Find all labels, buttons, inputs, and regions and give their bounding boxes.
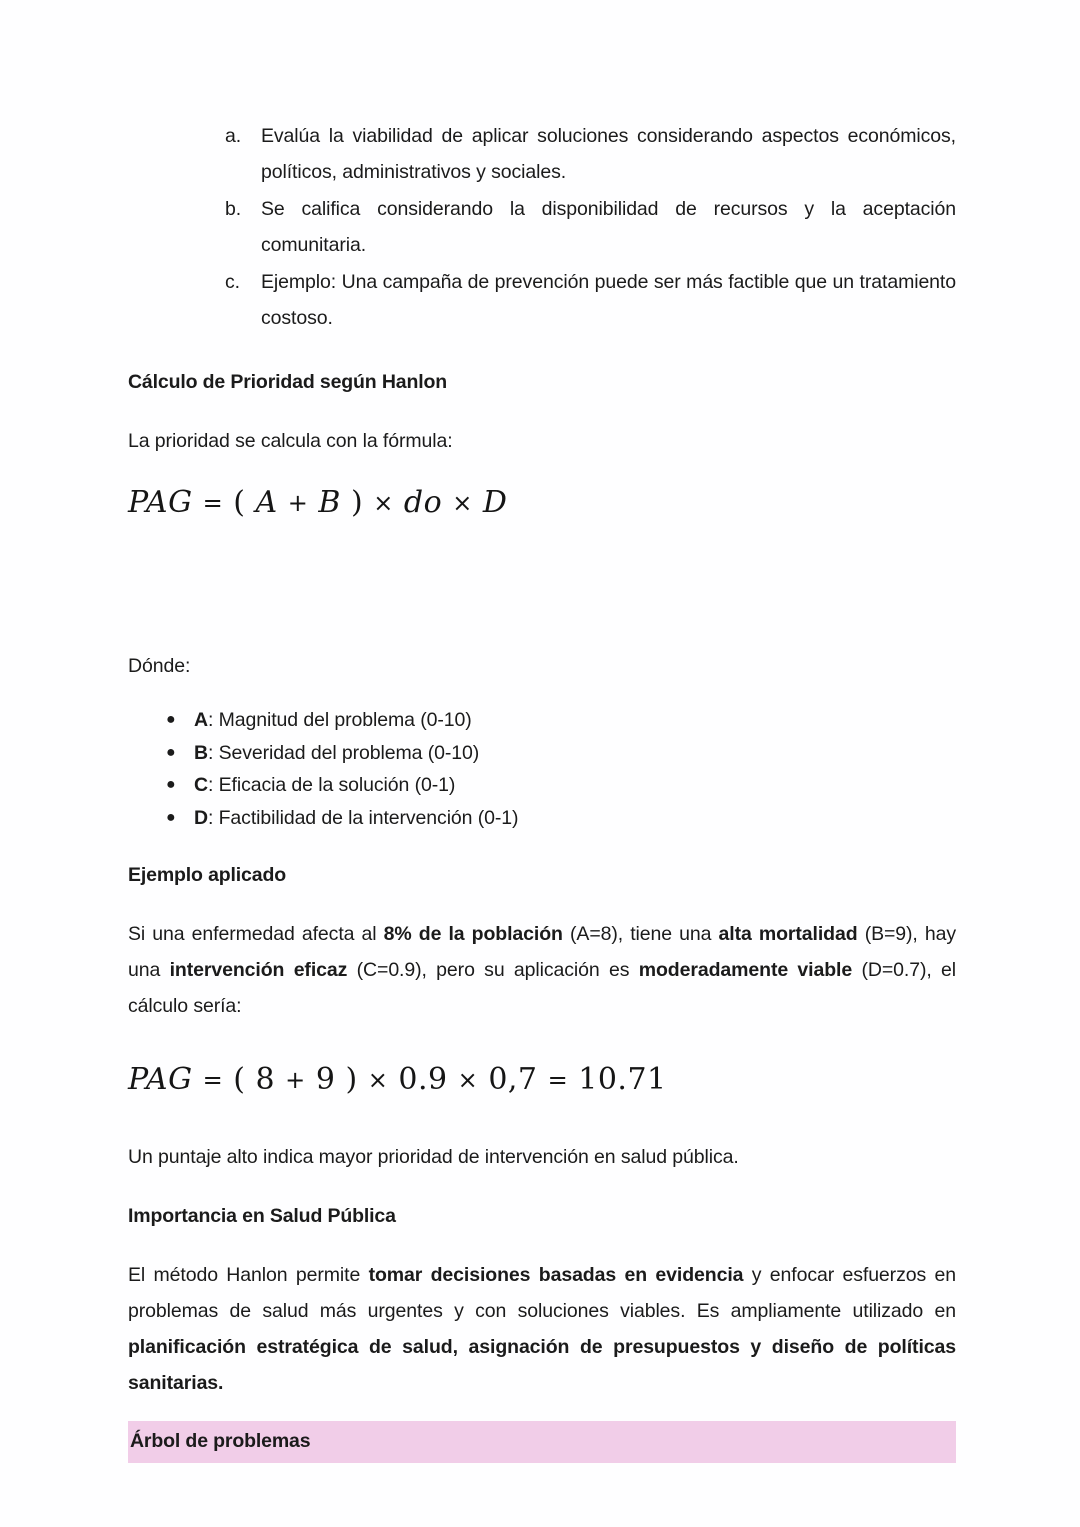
formula-times-2: × [452, 489, 473, 517]
formula-plus: + [287, 489, 309, 517]
list-marker: c. [225, 271, 240, 293]
formula-term-d: D [482, 485, 508, 520]
heading-importancia-salud-publica: Importancia en Salud Pública [128, 1205, 396, 1227]
list-item-text: Se califica considerando la disponibilidad de recursos y la aceptación comunitaria. [261, 198, 956, 256]
label-donde: Dónde: [128, 655, 191, 677]
formula-term-a: A [255, 485, 278, 520]
bullet-icon: ● [166, 808, 176, 826]
formula-equals: = [202, 1066, 224, 1094]
ejemplo-part4: (C=0.9), pero su aplicación es [347, 959, 639, 981]
formula-times-1: × [367, 1066, 389, 1094]
ejemplo-bold2: alta mortalidad [718, 923, 858, 945]
definition-text: : Magnitud del problema (0-10) [207, 709, 472, 731]
definitions-list [128, 704, 956, 834]
formula-value-b: 9 [315, 1062, 336, 1097]
definition-text: : Severidad del problema (0-10) [207, 741, 480, 764]
list-item [128, 769, 956, 802]
list-item [128, 118, 956, 190]
ejemplo-bold4: moderadamente viable [638, 959, 853, 981]
ejemplo-part5: (D=0.7), el cálculo sería: [128, 959, 956, 1017]
list-item [128, 264, 956, 336]
formula-result-value: 10.71 [578, 1062, 667, 1097]
importancia-bold1: tomar decisiones basadas en evidencia [368, 1264, 744, 1286]
formula-term-do: do [403, 485, 443, 520]
heading-ejemplo-aplicado: Ejemplo aplicado [128, 864, 286, 886]
formula-lhs: PAG [128, 485, 193, 520]
importancia-part1: El método Hanlon permite [128, 1264, 369, 1286]
importancia-bold2: planificación estratégica de salud, asignación de presupuestos y diseño de políticas sanitarias. [128, 1336, 956, 1394]
definition-key: A [194, 709, 208, 731]
list-item-text: Evalúa la viabilidad de aplicar soluciones considerando aspectos económicos, políticos, administrativos y sociales. [261, 125, 956, 183]
importancia-part2: y enfocar esfuerzos en problemas de salud más urgentes y con soluciones viables. Es ampliamente utilizado en [128, 1264, 956, 1322]
definition-text: : Factibilidad de la intervención (0-1) [207, 806, 519, 829]
formula-times-1: × [373, 489, 394, 517]
formula-lhs: PAG [128, 1062, 193, 1097]
bullet-icon: ● [166, 776, 176, 793]
formula-equals-2: = [547, 1066, 569, 1094]
list-marker: b. [225, 198, 242, 220]
ejemplo-bold1: 8% de la población [383, 923, 563, 945]
heading-calculo-prioridad: Cálculo de Prioridad según Hanlon [128, 371, 448, 393]
highlight-band-arbol-de-problemas [128, 1421, 956, 1463]
definition-text: : Eficacia de la solución (0-1) [207, 774, 456, 796]
ejemplo-part3: (B=9), hay una [128, 923, 957, 981]
formula-pag-example [128, 1062, 956, 1097]
formula-open-paren: ( [233, 485, 246, 520]
formula-value-a: 8 [255, 1062, 276, 1097]
formula-times-2: × [457, 1066, 479, 1094]
ejemplo-part2: (A=8), tiene una [562, 923, 719, 945]
list-item [128, 802, 956, 835]
paragraph-conclusion: Un puntaje alto indica mayor prioridad de intervención en salud pública. [128, 1146, 739, 1168]
paragraph-importancia [128, 1257, 956, 1401]
bullet-icon: ● [166, 711, 176, 728]
formula-term-b: B [318, 485, 341, 520]
list-item [128, 191, 956, 263]
definition-key: B [194, 741, 208, 764]
formula-pag-definition [128, 485, 956, 520]
formula-close-paren: ) [351, 485, 364, 520]
ejemplo-part1: Si una enfermedad afecta al [128, 923, 384, 945]
definition-key: D [194, 806, 208, 829]
list-item [128, 704, 956, 737]
list-item [128, 737, 956, 770]
formula-equals: = [202, 489, 224, 517]
paragraph-formula-intro: La prioridad se calcula con la fórmula: [128, 430, 453, 452]
document-content [128, 118, 956, 1463]
heading-arbol-de-problemas: Árbol de problemas [130, 1430, 311, 1452]
paragraph-ejemplo [128, 916, 956, 1024]
formula-plus: + [285, 1066, 306, 1094]
definition-key: C [194, 774, 208, 796]
ejemplo-bold3: intervención eficaz [169, 959, 348, 981]
formula-close-paren: ) [345, 1062, 358, 1097]
list-marker: a. [225, 125, 242, 147]
formula-open-paren: ( [233, 1062, 246, 1097]
formula-value-c: 0.9 [398, 1062, 448, 1097]
list-item-text: Ejemplo: Una campaña de prevención puede ser más factible que un tratamiento costoso. [261, 271, 956, 329]
viability-list [128, 118, 956, 336]
formula-value-d: 0,7 [488, 1062, 538, 1097]
bullet-icon: ● [166, 743, 176, 761]
